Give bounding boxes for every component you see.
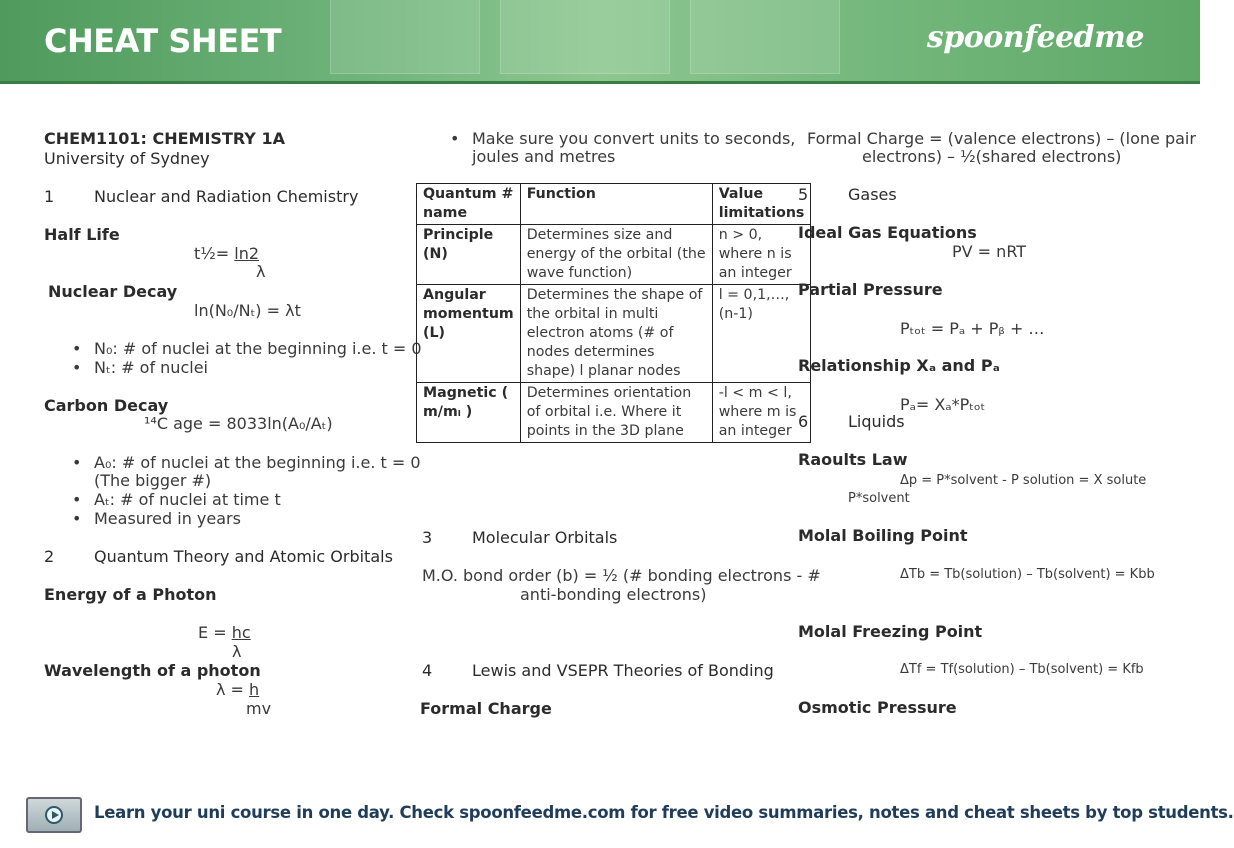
formal-charge-equation: Formal Charge = (valence electrons) – (lone pair bbox=[807, 129, 1196, 148]
bond-order-equation-continuation: anti-bonding electrons) bbox=[520, 585, 707, 604]
photon-energy-equation bbox=[198, 624, 251, 642]
wavelength-equation bbox=[216, 681, 259, 699]
section-title: Molecular Orbitals bbox=[472, 528, 618, 547]
partial-pressure-heading: Partial Pressure bbox=[798, 280, 943, 299]
section-number: 2 bbox=[44, 547, 55, 566]
table-cell: Angular momentum (L) bbox=[417, 285, 521, 383]
table-row bbox=[417, 225, 811, 285]
equation-denominator: λ bbox=[232, 642, 242, 661]
list-item: • Measured in years bbox=[94, 510, 241, 528]
background-paper-decoration bbox=[330, 0, 480, 74]
nuclear-decay-equation: ln(N₀/Nₜ) = λt bbox=[194, 301, 301, 320]
section-title: Gases bbox=[848, 185, 897, 204]
background-paper-decoration bbox=[690, 0, 840, 74]
relationship-heading: Relationship Xₐ and Pₐ bbox=[798, 356, 1000, 375]
photon-energy-heading: Energy of a Photon bbox=[44, 585, 217, 604]
equation-denominator: λ bbox=[256, 262, 266, 281]
footer-text: by top students. bbox=[1079, 803, 1234, 822]
list-item: • Aₜ: # of nuclei at time t bbox=[94, 491, 281, 509]
table-header-row bbox=[417, 184, 811, 225]
list-item: • Nₜ: # of nuclei bbox=[94, 359, 208, 377]
play-icon bbox=[45, 806, 63, 824]
half-life-heading: Half Life bbox=[44, 225, 120, 244]
page-title: CHEAT SHEET bbox=[44, 22, 282, 60]
university: University of Sydney bbox=[44, 149, 210, 168]
formal-charge-equation-continuation: electrons) – ½(shared electrons) bbox=[862, 147, 1122, 166]
freezing-point-equation: ΔTf = Tf(solution) – Tb(solvent) = Kfb bbox=[900, 662, 1144, 677]
section-title: Quantum Theory and Atomic Orbitals bbox=[94, 547, 393, 566]
background-paper-decoration bbox=[500, 0, 670, 74]
equation-lhs: E = bbox=[198, 623, 232, 642]
table-header-cell: Value limitations bbox=[712, 184, 811, 225]
list-item: • N₀: # of nuclei at the beginning i.e. t = 0 bbox=[94, 340, 422, 358]
list-item: • A₀: # of nuclei at the beginning i.e. t = 0 bbox=[94, 454, 421, 472]
carbon-decay-heading: Carbon Decay bbox=[44, 396, 169, 415]
video-play-icon[interactable] bbox=[26, 797, 82, 833]
brand-logo: spoonfeedme bbox=[926, 20, 1144, 55]
half-life-equation bbox=[194, 245, 259, 263]
table-cell: l = 0,1,…, (n-1) bbox=[712, 285, 811, 383]
table-cell: Principle (N) bbox=[417, 225, 521, 285]
table-row bbox=[417, 383, 811, 443]
ideal-gas-heading: Ideal Gas Equations bbox=[798, 223, 977, 242]
section-number: 6 bbox=[798, 412, 809, 431]
freezing-point-heading: Molal Freezing Point bbox=[798, 622, 983, 641]
equation-lhs: t½= bbox=[194, 244, 235, 263]
section-title: Liquids bbox=[848, 412, 905, 431]
table-cell: Magnetic ( m/mₗ ) bbox=[417, 383, 521, 443]
header-banner bbox=[0, 0, 1200, 84]
raoults-law-equation: Δp = P*solvent - P solution = X solute bbox=[900, 473, 1147, 488]
table-cell: Determines orientation of orbital i.e. Where it points in the 3D plane bbox=[520, 383, 712, 443]
wavelength-heading: Wavelength of a photon bbox=[44, 661, 261, 680]
table-header-cell: Quantum # name bbox=[417, 184, 521, 225]
table-cell: n > 0, where n is an integer bbox=[712, 225, 811, 285]
osmotic-pressure-heading: Osmotic Pressure bbox=[798, 698, 957, 717]
nuclear-decay-heading: Nuclear Decay bbox=[48, 282, 178, 301]
footer-offer: free video summaries, notes and cheat sheets bbox=[661, 803, 1080, 822]
carbon-decay-equation: ¹⁴C age = 8033ln(A₀/Aₜ) bbox=[144, 414, 333, 433]
table-cell: Determines size and energy of the orbital (the wave function) bbox=[520, 225, 712, 285]
relationship-equation: Pₐ= Xₐ*Pₜₒₜ bbox=[900, 395, 986, 414]
equation-numerator: hc bbox=[231, 623, 251, 642]
raoults-law-heading: Raoults Law bbox=[798, 450, 908, 469]
ideal-gas-equation: PV = nRT bbox=[952, 242, 1027, 261]
equation-denominator: mv bbox=[246, 699, 272, 718]
footer-text: for bbox=[625, 803, 662, 822]
raoults-law-equation-continuation: P*solvent bbox=[848, 491, 910, 506]
equation-lhs: λ = bbox=[216, 680, 250, 699]
footer-text: Learn your uni course in one day. Check bbox=[94, 803, 460, 822]
table-header-cell: Function bbox=[520, 184, 712, 225]
list-item: • Make sure you convert units to seconds, bbox=[472, 130, 795, 148]
footer-site-link[interactable]: spoonfeedme.com bbox=[459, 803, 626, 822]
section-number: 4 bbox=[422, 661, 433, 680]
formal-charge-heading: Formal Charge bbox=[420, 699, 552, 718]
table-cell: Determines the shape of the orbital in multi electron atoms (# of nodes determines shape) l planar nodes bbox=[520, 285, 712, 383]
list-item-continuation: (The bigger #) bbox=[94, 471, 212, 490]
boiling-point-equation: ΔTb = Tb(solution) – Tb(solvent) = Kbb bbox=[900, 567, 1155, 582]
section-number: 3 bbox=[422, 528, 433, 547]
section-number: 5 bbox=[798, 185, 809, 204]
list-item-continuation: joules and metres bbox=[472, 147, 616, 166]
bond-order-equation: M.O. bond order (b) = ½ (# bonding electrons - # bbox=[422, 566, 821, 585]
footer-promo bbox=[94, 803, 1234, 822]
section-title: Lewis and VSEPR Theories of Bonding bbox=[472, 661, 774, 680]
course-code: CHEM1101: CHEMISTRY 1A bbox=[44, 129, 285, 148]
section-title: Nuclear and Radiation Chemistry bbox=[94, 187, 359, 206]
section-number: 1 bbox=[44, 187, 55, 206]
table-row bbox=[417, 285, 811, 383]
quantum-numbers-table bbox=[416, 183, 811, 443]
boiling-point-heading: Molal Boiling Point bbox=[798, 526, 968, 545]
equation-numerator: ln2 bbox=[234, 244, 260, 263]
partial-pressure-equation: Pₜₒₜ = Pₐ + Pᵦ + … bbox=[900, 319, 1045, 338]
equation-numerator: h bbox=[249, 680, 260, 699]
table-cell: -l < m < l, where m is an integer bbox=[712, 383, 811, 443]
